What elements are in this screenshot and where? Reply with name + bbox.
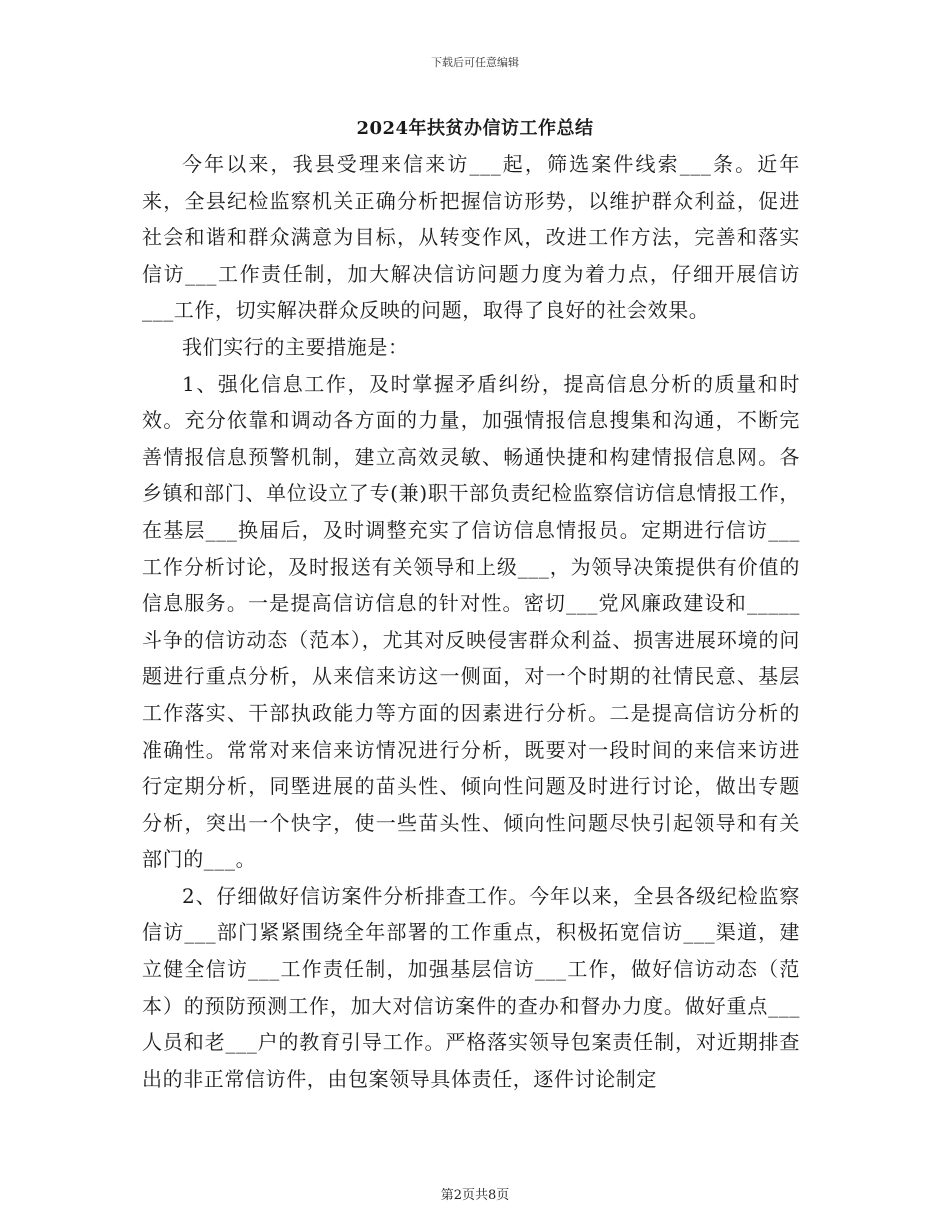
paragraph-measure-1: 1、强化信息工作，及时掌握矛盾纠纷，提高信息分析的质量和时效。充分依靠和调动各方面的力量，加强情报信息搜集和沟通，不断完善情报信息预警机制，建立高效灵敏、畅通快捷和构建情报信息网。各乡镇和部门、单位设立了专(兼)职干部负责纪检监察信访信息情报工作，在基层___换届后，及时调整充实了信访信息情报员。定期进行信访___工作分析讨论，及时报送有关领导和上级___，为领导决策提供有价值的信息服务。一是提高信访信息的针对性。密切___党风廉政建设和_____斗争的信访动态（范本），尤其对反映侵害群众利益、损害进展环境的问题进行重点分析，从来信来访这一侧面，对一个时期的社情民意、基层工作落实、干部执政能力等方面的因素进行分析。二是提高信访分析的准确性。常常对来信来访情况进行分析，既要对一段时间的来信来访进行定期分析，同塈进展的苗头性、倾向性问题及时进行讨论，做出专题分析，突出一个快字，使一些苗头性、倾向性问题尽快引起领导和有关部门的___。 [142,371,800,872]
document-title: 2024年扶贫办信访工作总结 [356,118,594,139]
paragraph-measures-heading: 我们实行的主要措施是： [182,334,409,359]
page-number: 第2页共8页 [440,1188,510,1203]
paragraph-measure-2: 2、仔细做好信访案件分析排查工作。今年以来，全县各级纪检监察信访___部门紧紧围绕全年部署的工作重点，积极拓宽信访___渠道，建立健全信访___工作责任制，加强基层信访___工作，做好信访动态（范本）的预防预测工作，加大对信访案件的查办和督办力度。做好重点___人员和老___户的教育引导工作。严格落实领导包案责任制，对近期排查出的非正常信访件，由包案领导具体责任，逐件讨论制定 [142,883,800,1091]
document-body [142,146,800,1097]
header-note: 下载后可任意编辑 [431,56,519,69]
paragraph-intro: 今年以来，我县受理来信来访___起，筛选案件线索___条。近年来，全县纪检监察机关正确分析把握信访形势，以维护群众利益，促进社会和谐和群众满意为目标，从转变作风，改进工作方法，完善和落实信访___工作责任制，加大解决信访问题力度为着力点，仔细开展信访___工作，切实解决群众反映的问题，取得了良好的社会效果。 [142,152,800,323]
